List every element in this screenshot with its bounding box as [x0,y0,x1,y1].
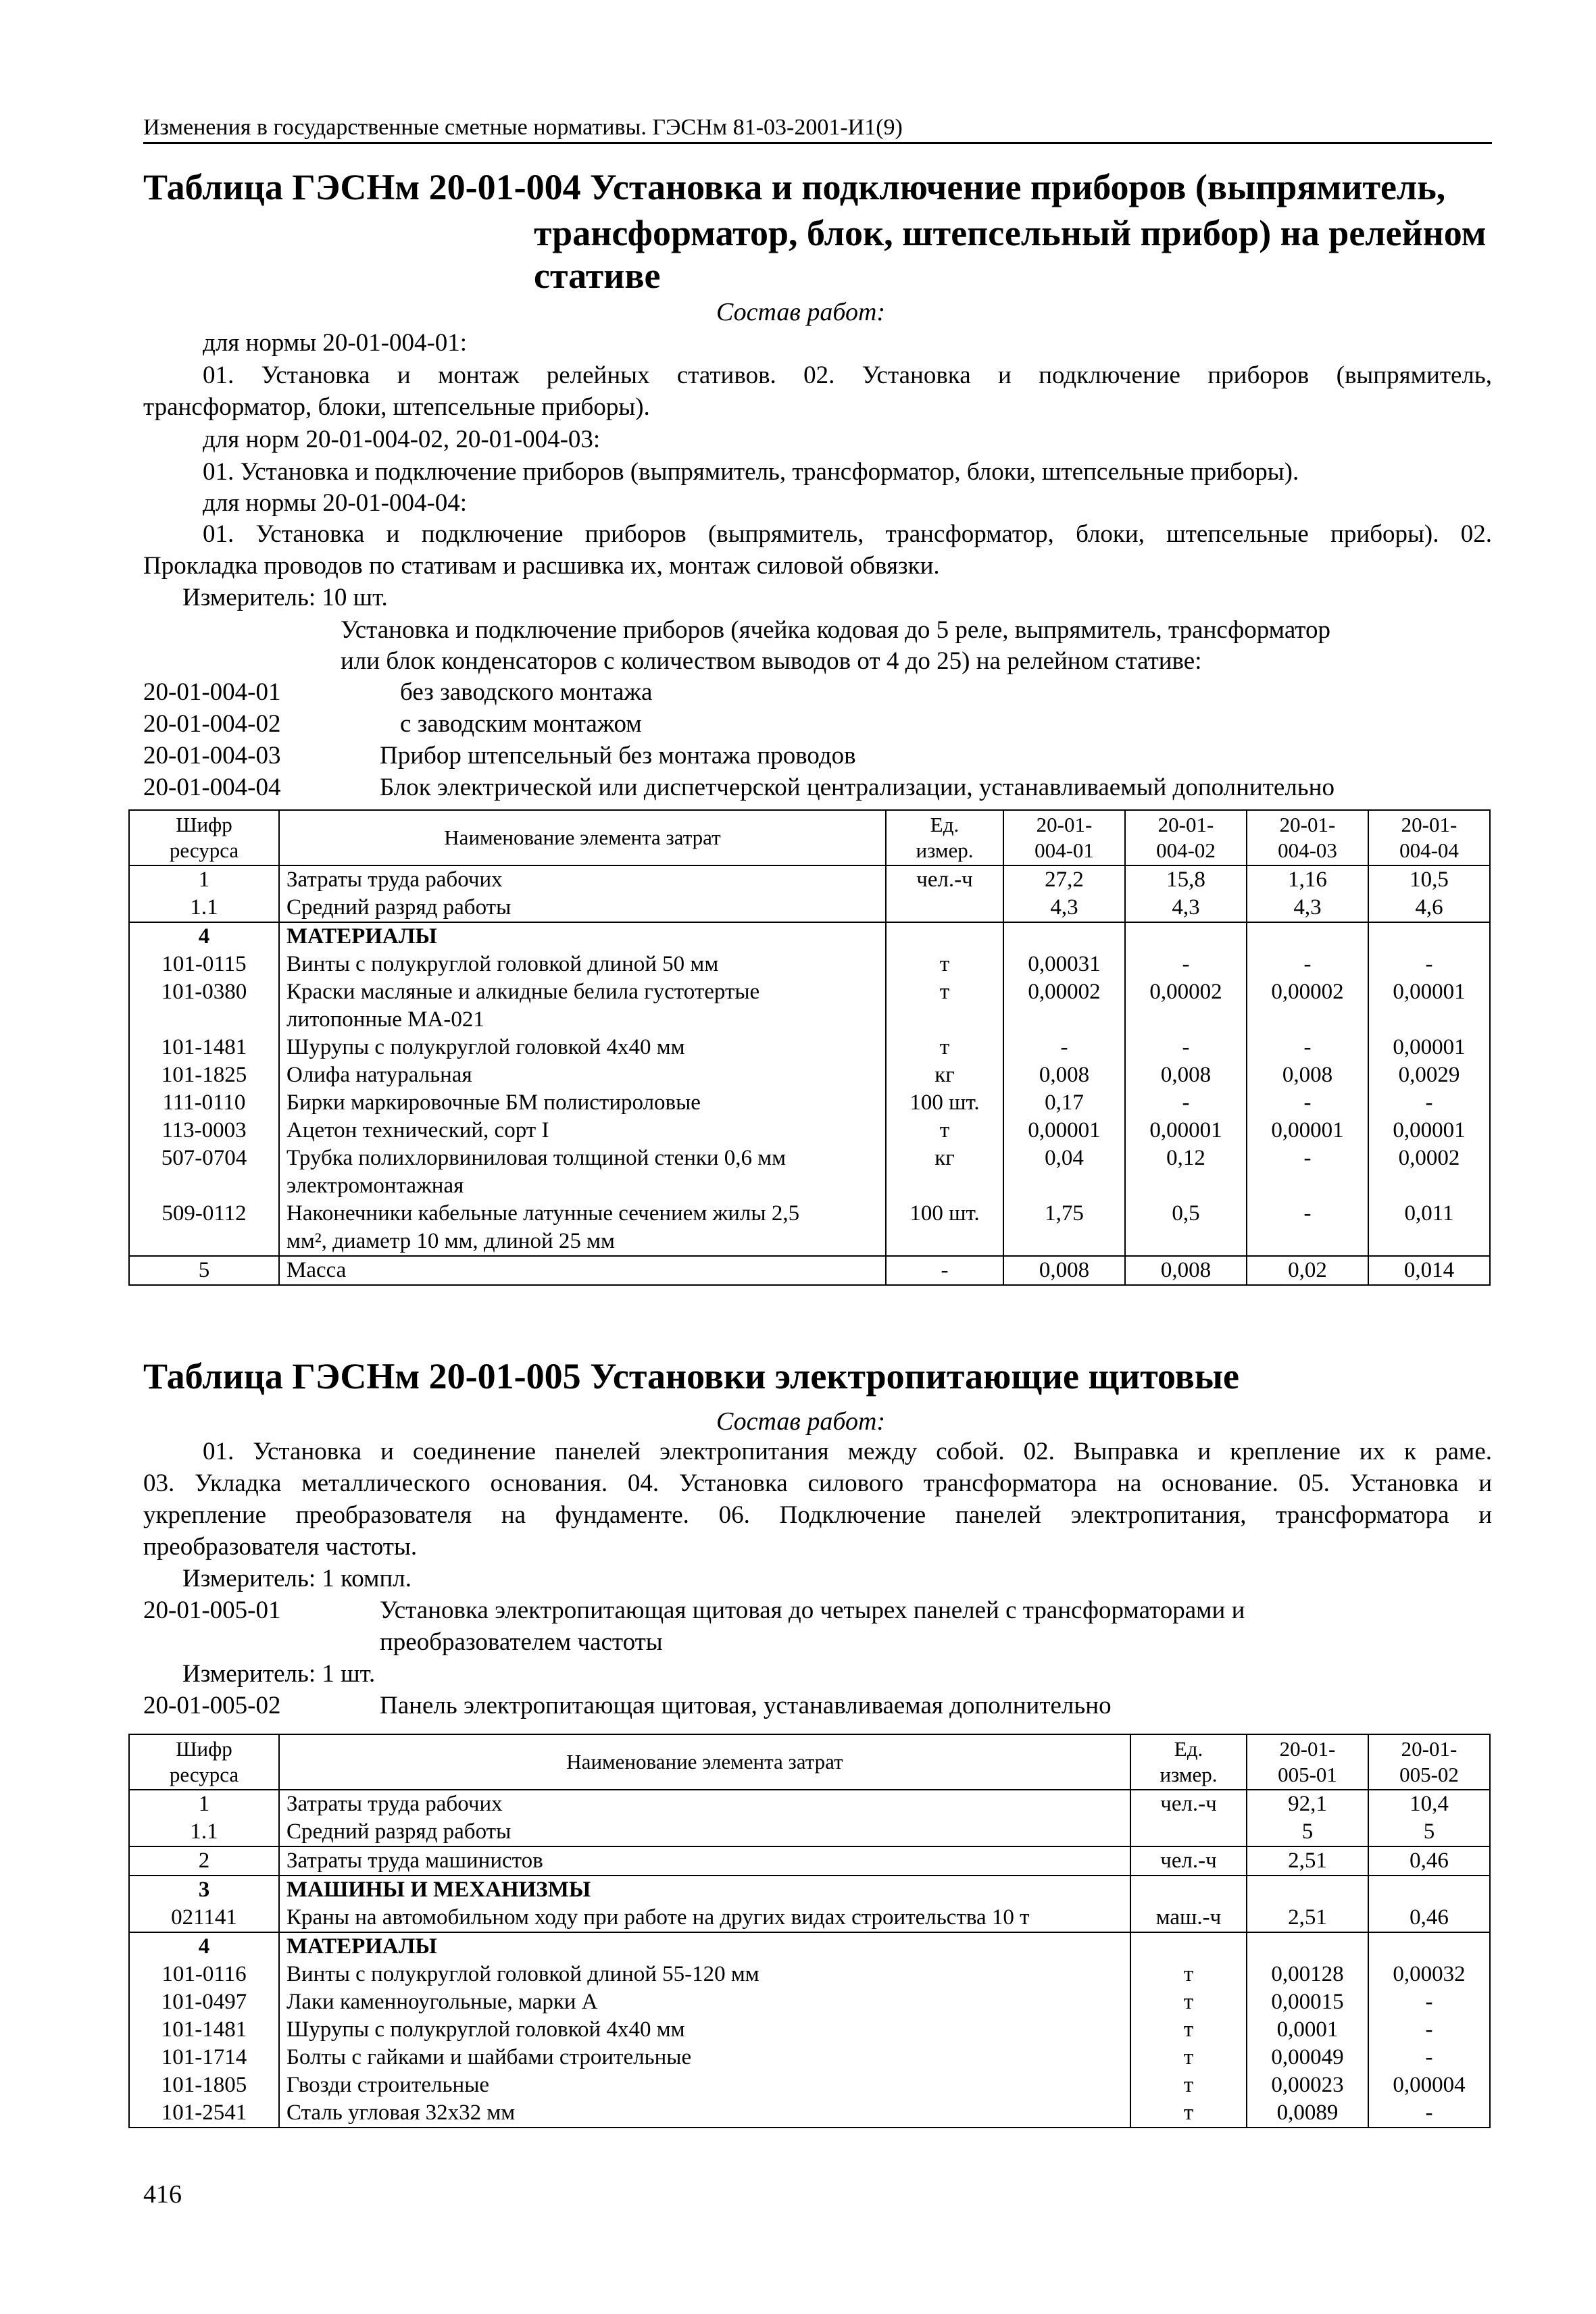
running-header: Изменения в государственные сметные нормативы. ГЭСНм 81-03-2001-И1(9) [143,115,1492,144]
cell-name: Шурупы с полукруглой головкой 4х40 мм [279,2016,1130,2044]
section-title: МАТЕРИАЛЫ [279,1932,1130,1961]
cell-value: 0,0029 [1368,1061,1490,1089]
cell-value: 0,00031 [1003,951,1125,978]
cell-value: 0,00002 [1247,978,1368,1034]
cell-value: - [1125,1089,1247,1117]
cell-value: 0,0089 [1247,2099,1368,2128]
cell-unit: 100 шт. [886,1200,1003,1256]
cell-name: Наконечники кабельные латунные сечением жилы 2,5 мм², диаметр 10 мм, длиной 25 мм [279,1200,886,1256]
table-row [129,894,1490,922]
cell-name: Затраты труда рабочих [279,1790,1130,1818]
cell-value: - [1368,2099,1490,2128]
table-row [129,1904,1490,1932]
cell-name: Трубка полихлорвиниловая толщиной стенки 0,6 мм электромонтажная [279,1145,886,1200]
cell-value: - [1368,2044,1490,2071]
cell-value: 5 [1368,1818,1490,1846]
cell-unit: маш.-ч [1130,1904,1247,1932]
cell-code: 2 [129,1846,279,1876]
cell-value: 0,02 [1247,1256,1368,1285]
cell-unit: кг [886,1145,1003,1200]
cell-value: 4,6 [1368,894,1490,922]
cell-code: 101-0380 [129,978,279,1034]
cell-code: 101-0116 [129,1961,279,1988]
table-row [129,1089,1490,1117]
table-row [129,951,1490,978]
cell-value: 0,008 [1247,1061,1368,1089]
table1-title-line-3: стативе [534,255,661,296]
header-norm-col: 20-01- 004-02 [1125,810,1247,865]
page-number: 416 [143,2180,182,2209]
norm-text: преобразователем частоты [380,1628,663,1656]
cell-code: 101-2541 [129,2099,279,2128]
intro-line: Установка и подключение приборов (ячейка кодовая до 5 реле, выпрямитель, трансформатор [341,616,1330,644]
table1-title-line-1: Таблица ГЭСНм 20-01-004 Установка и подключение приборов (выпрямитель, [143,167,1446,207]
cell-value: 0,00001 [1368,1034,1490,1061]
table-row [129,1988,1490,2016]
cell-name: Олифа натуральная [279,1061,886,1089]
cell-code: 1.1 [129,894,279,922]
cell-value: 4,3 [1003,894,1125,922]
cell-code: 1 [129,865,279,894]
cell-unit: чел.-ч [886,865,1003,894]
cell-code: 101-0497 [129,1988,279,2016]
cell-code: 101-1714 [129,2044,279,2071]
cell-code: 113-0003 [129,1117,279,1145]
norm-text: Панель электропитающая щитовая, устанавливаемая дополнительно [380,1692,1112,1719]
header-norm-col: 20-01- 004-04 [1368,810,1490,865]
work-line: 01. Установка и подключение приборов (выпрямитель, трансформатор, блоки, штепсельные приборы). [203,458,1299,486]
cell-value: 0,0001 [1247,2016,1368,2044]
cell-value: 0,00128 [1247,1961,1368,1988]
work-line: 01. Установка и подключение приборов (выпрямитель, трансформатор, блоки, штепсельные приборы). 02. [203,520,1492,548]
cell-value: 27,2 [1003,865,1125,894]
resource-table-20-01-004 [128,809,1491,1286]
cell-value: 0,04 [1003,1145,1125,1200]
cell-value: - [1247,1145,1368,1200]
norm-text: без заводского монтажа [400,678,653,706]
cell-code: 4 [129,1932,279,1961]
cell-value: 0,46 [1368,1846,1490,1876]
norm-code: 20-01-004-02 [143,710,281,738]
cell-name: Средний разряд работы [279,894,886,922]
cell-value: - [1003,1034,1125,1061]
cell-value: 0,008 [1003,1256,1125,1285]
cell-value: 92,1 [1247,1790,1368,1818]
cell-value: 15,8 [1125,865,1247,894]
cell-value: - [1125,951,1247,978]
norm-code: 20-01-005-02 [143,1692,281,1719]
cell-code: 509-0112 [129,1200,279,1256]
work-line: трансформатор, блоки, штепсельные приборы). [143,393,650,421]
work-line: для нормы 20-01-004-01: [203,329,468,357]
cell-name: Средний разряд работы [279,1818,1130,1846]
cell-value: - [1247,1200,1368,1256]
table-header-row [129,810,1490,865]
cell-unit [1130,1932,1247,1961]
table-row [129,1256,1490,1285]
cell-code: 101-1825 [129,1061,279,1089]
section-row [129,1932,1490,1961]
norm-text: Прибор штепсельный без монтажа проводов [380,742,856,770]
cell-code: 4 [129,922,279,951]
cell-value: 2,51 [1247,1904,1368,1932]
cell-value: 0,00049 [1247,2044,1368,2071]
cell-value: 0,008 [1125,1256,1247,1285]
cell-value: 0,00001 [1368,1117,1490,1145]
cell-unit [886,894,1003,922]
cell-value [1247,922,1368,951]
cell-value: 0,00001 [1003,1117,1125,1145]
cell-unit: т [886,1034,1003,1061]
cell-name: Шурупы с полукруглой головкой 4х40 мм [279,1034,886,1061]
cell-unit: чел.-ч [1130,1846,1247,1876]
cell-value: 0,46 [1368,1904,1490,1932]
table-row [129,2099,1490,2128]
header-norm-col: 20-01- 004-01 [1003,810,1125,865]
work-line: для нормы 20-01-004-04: [203,489,468,517]
cell-value: - [1247,951,1368,978]
header-unit: Ед. измер. [886,810,1003,865]
cell-value: - [1125,1034,1247,1061]
section-row [129,922,1490,951]
cell-value: 0,00004 [1368,2071,1490,2099]
cell-value [1368,1932,1490,1961]
cell-unit: т [1130,1988,1247,2016]
cell-name: Гвозди строительные [279,2071,1130,2099]
header-name: Наименование элемента затрат [279,1734,1130,1790]
header-norm-col: 20-01- 005-01 [1247,1734,1368,1790]
table-row [129,1034,1490,1061]
cell-value: 0,0002 [1368,1145,1490,1200]
cell-code: 021141 [129,1904,279,1932]
cell-unit: т [886,951,1003,978]
table2-meter: Измеритель: 1 шт. [182,1660,376,1688]
cell-unit [1130,1876,1247,1904]
table-row [129,2016,1490,2044]
table-row [129,1145,1490,1200]
cell-name: Затраты труда машинистов [279,1846,1130,1876]
table1-meter: Измеритель: 10 шт. [182,584,388,611]
cell-unit: т [1130,2016,1247,2044]
cell-unit: т [1130,1961,1247,1988]
norm-code: 20-01-004-04 [143,774,281,801]
cell-code: 101-0115 [129,951,279,978]
section-row [129,1876,1490,1904]
cell-value: 1,16 [1247,865,1368,894]
cell-code: 5 [129,1256,279,1285]
cell-value: 4,3 [1125,894,1247,922]
cell-unit: т [1130,2044,1247,2071]
work-line: 03. Укладка металлического основания. 04. Установка силового трансформатора на основание. 05. Установка и [143,1469,1492,1497]
cell-name: Краски масляные и алкидные белила густотертые литопонные МА-021 [279,978,886,1034]
table2-work-heading: Состав работ: [716,1407,886,1436]
work-line: 01. Установка и соединение панелей электропитания между собой. 02. Выправка и крепление их к раме. [203,1438,1492,1465]
cell-value: 0,17 [1003,1089,1125,1117]
table2-title: Таблица ГЭСНм 20-01-005 Установки электропитающие щитовые [143,1356,1239,1397]
table-row [129,2071,1490,2099]
cell-value [1125,922,1247,951]
cell-code: 1 [129,1790,279,1818]
table-row [129,1790,1490,1818]
cell-value: 0,5 [1125,1200,1247,1256]
cell-value [1247,1932,1368,1961]
work-line: преобразователя частоты. [143,1533,418,1561]
norm-code: 20-01-004-01 [143,678,281,706]
cell-value: - [1247,1034,1368,1061]
norm-code: 20-01-004-03 [143,742,281,770]
table-row [129,1200,1490,1256]
cell-value: 4,3 [1247,894,1368,922]
cell-value: 0,008 [1003,1061,1125,1089]
cell-unit [886,922,1003,951]
norm-text: Блок электрической или диспетчерской централизации, устанавливаемый дополнительно [380,774,1335,801]
cell-value [1003,922,1125,951]
cell-unit: 100 шт. [886,1089,1003,1117]
header-norm-col: 20-01- 005-02 [1368,1734,1490,1790]
table-row [129,1818,1490,1846]
cell-unit: т [886,978,1003,1034]
cell-unit: т [1130,2099,1247,2128]
table-row [129,2044,1490,2071]
cell-code: 1.1 [129,1818,279,1846]
work-line: Прокладка проводов по стативам и расшивка их, монтаж силовой обвязки. [143,552,940,580]
cell-value: 10,4 [1368,1790,1490,1818]
cell-code: 101-1481 [129,1034,279,1061]
section-title: МАШИНЫ И МЕХАНИЗМЫ [279,1876,1130,1904]
table1-title-line-2: трансформатор, блок, штепсельный прибор) на релейном [534,213,1487,253]
cell-value: - [1368,951,1490,978]
cell-name: Винты с полукруглой головкой длиной 55-120 мм [279,1961,1130,1988]
norm-text: Установка электропитающая щитовая до четырех панелей с трансформаторами и [380,1596,1245,1624]
cell-value: 0,00001 [1125,1117,1247,1145]
cell-code: 3 [129,1876,279,1904]
cell-value: 0,00015 [1247,1988,1368,2016]
cell-value: 0,00032 [1368,1961,1490,1988]
norm-text: с заводским монтажом [400,710,642,738]
cell-name: Бирки маркировочные БМ полистироловые [279,1089,886,1117]
cell-code: 101-1805 [129,2071,279,2099]
cell-value: 0,008 [1125,1061,1247,1089]
cell-code: 507-0704 [129,1145,279,1200]
header-norm-col: 20-01- 004-03 [1247,810,1368,865]
cell-value [1368,922,1490,951]
cell-unit: т [886,1117,1003,1145]
cell-value: 10,5 [1368,865,1490,894]
cell-value [1247,1876,1368,1904]
cell-value: 0,00023 [1247,2071,1368,2099]
cell-unit: - [886,1256,1003,1285]
cell-name: Краны на автомобильном ходу при работе на других видах строительства 10 т [279,1904,1130,1932]
cell-value: 0,00001 [1368,978,1490,1034]
cell-value: 0,00002 [1003,978,1125,1034]
cell-unit: кг [886,1061,1003,1089]
table-row [129,978,1490,1034]
table-row [129,1961,1490,1988]
table1-work-heading: Состав работ: [716,298,886,326]
cell-name: Масса [279,1256,886,1285]
cell-value: 0,12 [1125,1145,1247,1200]
cell-name: Ацетон технический, сорт I [279,1117,886,1145]
cell-unit: чел.-ч [1130,1790,1247,1818]
cell-value: - [1368,1089,1490,1117]
header-name: Наименование элемента затрат [279,810,886,865]
header-unit: Ед. измер. [1130,1734,1247,1790]
table-row [129,1117,1490,1145]
cell-value: 0,014 [1368,1256,1490,1285]
header-code: Шифр ресурса [129,810,279,865]
cell-unit [1130,1818,1247,1846]
cell-name: Сталь угловая 32х32 мм [279,2099,1130,2128]
cell-name: Затраты труда рабочих [279,865,886,894]
work-line: 01. Установка и монтаж релейных стативов. 02. Установка и подключение приборов (выпрямитель, [203,361,1492,389]
table-header-row [129,1734,1490,1790]
cell-value [1368,1876,1490,1904]
cell-value: 2,51 [1247,1846,1368,1876]
section-title: МАТЕРИАЛЫ [279,922,886,951]
cell-value: - [1368,2016,1490,2044]
cell-value: 0,00001 [1247,1117,1368,1145]
cell-name: Винты с полукруглой головкой длиной 50 мм [279,951,886,978]
intro-line: или блок конденсаторов с количеством выводов от 4 до 25) на релейном стативе: [341,647,1202,675]
work-line: укрепление преобразователя на фундаменте. 06. Подключение панелей электропитания, трансформатора и [143,1501,1492,1529]
cell-name: Лаки каменноугольные, марки А [279,1988,1130,2016]
resource-table-20-01-005 [128,1734,1491,2128]
table-row [129,1061,1490,1089]
cell-value: - [1368,1988,1490,2016]
cell-value: 0,011 [1368,1200,1490,1256]
norm-code: 20-01-005-01 [143,1596,281,1624]
cell-code: 111-0110 [129,1089,279,1117]
table-row [129,1846,1490,1876]
cell-value: 1,75 [1003,1200,1125,1256]
cell-value: - [1247,1089,1368,1117]
header-code: Шифр ресурса [129,1734,279,1790]
cell-code: 101-1481 [129,2016,279,2044]
cell-name: Болты с гайками и шайбами строительные [279,2044,1130,2071]
cell-value: 0,00002 [1125,978,1247,1034]
cell-unit: т [1130,2071,1247,2099]
table-row [129,865,1490,894]
cell-value: 5 [1247,1818,1368,1846]
table2-meter: Измеритель: 1 компл. [182,1565,412,1592]
work-line: для норм 20-01-004-02, 20-01-004-03: [203,426,601,453]
